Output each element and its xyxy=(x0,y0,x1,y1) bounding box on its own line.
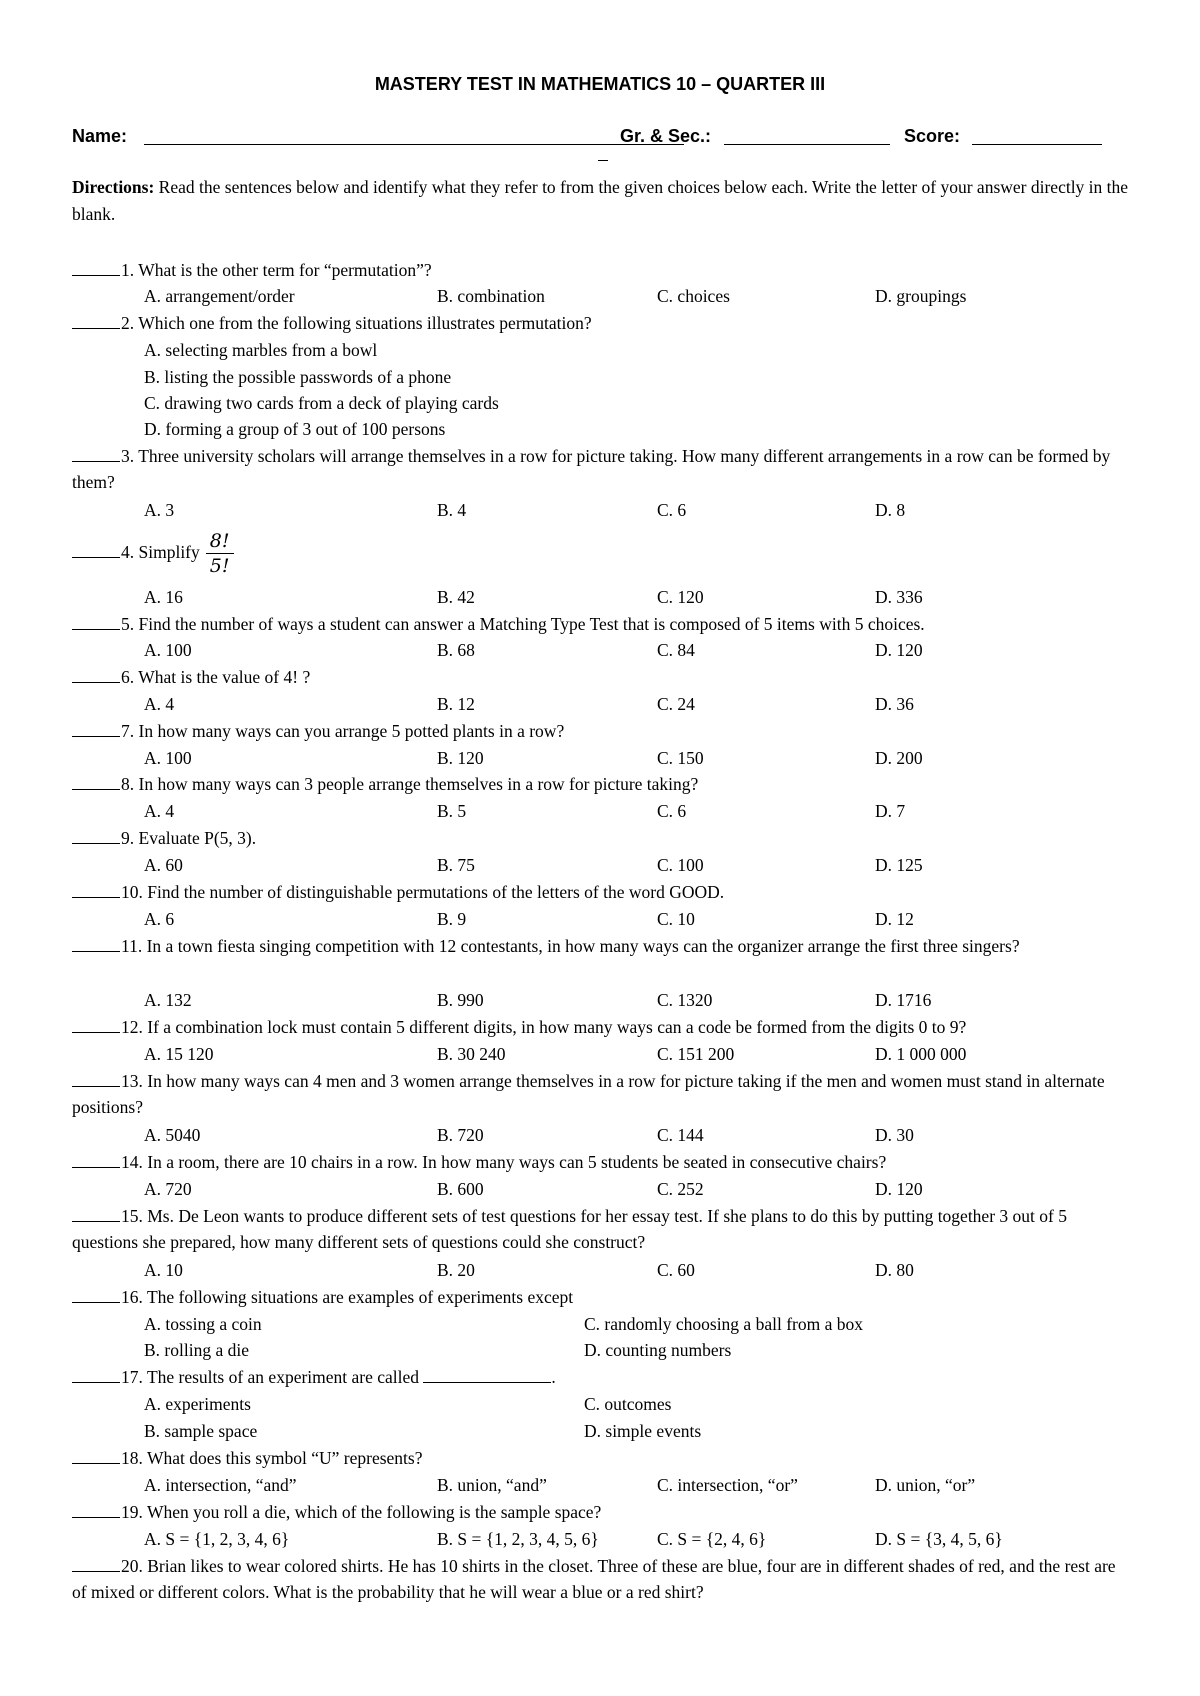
choice-b: B. listing the possible passwords of a phone xyxy=(144,367,452,387)
choice-c: C. 10 xyxy=(657,909,695,929)
answer-blank-20[interactable] xyxy=(72,1554,120,1572)
choice-a: A. 100 xyxy=(144,640,192,660)
question-15: 15. Ms. De Leon wants to produce different sets of test questions for her essay test. If she plans to do this by putting together 3 out of 5 questions she prepared, how many different sets of questions could she construct? xyxy=(72,1206,1067,1252)
choice-d: D. counting numbers xyxy=(584,1340,732,1360)
choice-a: A. intersection, “and” xyxy=(144,1475,297,1495)
choices-16-row-1 xyxy=(144,1311,1144,1337)
choice-d: D. 1716 xyxy=(875,990,932,1010)
choice-a: A. 4 xyxy=(144,801,175,821)
answer-blank-15[interactable] xyxy=(72,1204,120,1222)
choice-d: D. 80 xyxy=(875,1260,914,1280)
answer-blank-17[interactable] xyxy=(72,1365,120,1383)
choices-17-row-2 xyxy=(144,1418,1144,1444)
choice-a: A. selecting marbles from a bowl xyxy=(144,340,378,360)
answer-blank-6[interactable] xyxy=(72,665,120,683)
choice-b: B. 20 xyxy=(437,1260,475,1280)
choice-c: C. 60 xyxy=(657,1260,695,1280)
choice-d: D. 8 xyxy=(875,500,906,520)
answer-blank-10[interactable] xyxy=(72,880,120,898)
choice-a: A. tossing a coin xyxy=(144,1314,262,1334)
choice-c: C. outcomes xyxy=(584,1394,672,1414)
choice-b: B. sample space xyxy=(144,1421,258,1441)
choice-a: A. 4 xyxy=(144,694,175,714)
choice-d: D. 36 xyxy=(875,694,914,714)
choice-d: D. 200 xyxy=(875,748,923,768)
answer-blank-12[interactable] xyxy=(72,1015,120,1033)
choice-c: C. drawing two cards from a deck of playing cards xyxy=(144,393,499,413)
answer-blank-2[interactable] xyxy=(72,311,120,329)
choices-4 xyxy=(144,584,1144,610)
choice-a: A. 15 120 xyxy=(144,1044,214,1064)
answer-blank-14[interactable] xyxy=(72,1150,120,1168)
choice-d: D. 30 xyxy=(875,1125,914,1145)
choices-15 xyxy=(144,1257,1144,1283)
choice-c: C. 151 200 xyxy=(657,1044,735,1064)
choice-d: D. 125 xyxy=(875,855,923,875)
grade-section-label: Gr. & Sec.: xyxy=(620,126,712,146)
choice-a: A. 720 xyxy=(144,1179,192,1199)
answer-blank-11[interactable] xyxy=(72,934,120,952)
choice-b: B. 42 xyxy=(437,587,475,607)
choices-11 xyxy=(144,987,1144,1013)
answer-blank-4[interactable] xyxy=(72,540,120,558)
choice-a: A. 6 xyxy=(144,909,175,929)
choice-d: D. 7 xyxy=(875,801,906,821)
question-11: 11. In a town fiesta singing competition with 12 contestants, in how many ways can the organizer arrange the first three singers? xyxy=(72,933,1134,959)
answer-blank-7[interactable] xyxy=(72,719,120,737)
choice-a: A. 10 xyxy=(144,1260,183,1280)
choice-b: B. 5 xyxy=(437,801,467,821)
directions xyxy=(72,174,1132,228)
question-4: 4. Simplify $\frac{8!}{5!}$ xyxy=(72,526,1140,578)
directions-text: Read the sentences below and identify what they refer to from the given choices below each. Write the letter of your answer directly in the blank. xyxy=(72,177,1129,224)
name-field[interactable] xyxy=(144,144,684,145)
grade-section-field[interactable] xyxy=(724,144,890,145)
fraction: $\frac{8!}{5!}$ xyxy=(206,529,234,578)
choice-c: C. 24 xyxy=(657,694,695,714)
choice-b: B. 990 xyxy=(437,990,484,1010)
question-10: 10. Find the number of distinguishable permutations of the letters of the word GOOD. xyxy=(72,879,1140,905)
choice-b: B. combination xyxy=(437,286,545,306)
answer-blank-16[interactable] xyxy=(72,1285,120,1303)
choices-18 xyxy=(144,1472,1144,1498)
choice-d: D. simple events xyxy=(584,1421,702,1441)
question-13: 13. In how many ways can 4 men and 3 women arrange themselves in a row for picture taking if the men and women must stand in alternate positions? xyxy=(72,1071,1105,1117)
choice-b: B. 600 xyxy=(437,1179,484,1199)
choice-b: B. 75 xyxy=(437,855,475,875)
choices-14 xyxy=(144,1176,1144,1202)
answer-blank-18[interactable] xyxy=(72,1446,120,1464)
choice-d: D. union, “or” xyxy=(875,1475,976,1495)
choice-b: B. 9 xyxy=(437,909,467,929)
answer-blank-8[interactable] xyxy=(72,772,120,790)
question-7: 7. In how many ways can you arrange 5 potted plants in a row? xyxy=(72,718,1140,744)
choice-c: C. 150 xyxy=(657,748,704,768)
choice-b: B. 30 240 xyxy=(437,1044,506,1064)
answer-blank-13[interactable] xyxy=(72,1069,120,1087)
question-6: 6. What is the value of 4! ? xyxy=(72,664,1140,690)
choice-d: D. 336 xyxy=(875,587,923,607)
choice-b: B. rolling a die xyxy=(144,1340,249,1360)
choice-b: B. 4 xyxy=(437,500,467,520)
fill-in-blank[interactable] xyxy=(423,1365,551,1383)
choice-c: C. 144 xyxy=(657,1125,704,1145)
question-9: 9. Evaluate P(5, 3). xyxy=(72,825,1140,851)
choice-b: B. S = {1, 2, 3, 4, 5, 6} xyxy=(437,1529,599,1549)
directions-label: Directions: xyxy=(72,177,155,197)
choice-c: C. intersection, “or” xyxy=(657,1475,798,1495)
choice-a: A. 132 xyxy=(144,990,192,1010)
question-5: 5. Find the number of ways a student can answer a Matching Type Test that is composed of 5 items with 5 choices. xyxy=(72,611,1140,637)
choice-d: D. 120 xyxy=(875,640,923,660)
question-2: 2. Which one from the following situations illustrates permutation? xyxy=(72,310,1140,336)
answer-blank-5[interactable] xyxy=(72,612,120,630)
choice-a: A. 60 xyxy=(144,855,183,875)
choice-a: A. experiments xyxy=(144,1394,251,1414)
choices-9 xyxy=(144,852,1144,878)
choice-d: D. 12 xyxy=(875,909,914,929)
choice-c: C. 84 xyxy=(657,640,695,660)
page-title: MASTERY TEST IN MATHEMATICS 10 – QUARTER III xyxy=(374,74,826,94)
choices-3 xyxy=(144,497,1144,523)
choice-a: A. 16 xyxy=(144,587,183,607)
score-label: Score: xyxy=(904,126,961,146)
score-field[interactable] xyxy=(972,144,1102,145)
choice-c: C. 1320 xyxy=(657,990,713,1010)
choice-a: A. arrangement/order xyxy=(144,286,295,306)
question-14: 14. In a room, there are 10 chairs in a row. In how many ways can 5 students be seated in consecutive chairs? xyxy=(72,1149,1140,1175)
question-18: 18. What does this symbol “U” represents? xyxy=(72,1445,1140,1471)
choice-a: A. 3 xyxy=(144,500,175,520)
choice-c: C. 252 xyxy=(657,1179,704,1199)
name-label: Name: xyxy=(72,126,128,146)
question-1: 1. What is the other term for “permutation”? xyxy=(72,257,1140,283)
question-12: 12. If a combination lock must contain 5 different digits, in how many ways can a code be formed from the digits 0 to 9? xyxy=(72,1014,1140,1040)
choice-c: C. 100 xyxy=(657,855,704,875)
answer-blank-9[interactable] xyxy=(72,826,120,844)
student-info-row xyxy=(72,124,1132,154)
choices-6 xyxy=(144,691,1144,717)
choices-16-row-2 xyxy=(144,1337,1144,1363)
choice-a: A. 5040 xyxy=(144,1125,201,1145)
answer-blank-19[interactable] xyxy=(72,1500,120,1518)
choice-c: C. 6 xyxy=(657,801,687,821)
choice-d: D. 1 000 000 xyxy=(875,1044,967,1064)
choices-7 xyxy=(144,745,1144,771)
choices-1 xyxy=(144,283,1144,309)
choices-8 xyxy=(144,798,1144,824)
choices-12 xyxy=(144,1041,1144,1067)
choice-b: B. 720 xyxy=(437,1125,484,1145)
choice-b: B. 68 xyxy=(437,640,475,660)
choice-b: B. union, “and” xyxy=(437,1475,547,1495)
choices-5 xyxy=(144,637,1144,663)
answer-blank-1[interactable] xyxy=(72,258,120,276)
answer-blank-3[interactable] xyxy=(72,444,120,462)
question-8: 8. In how many ways can 3 people arrange themselves in a row for picture taking? xyxy=(72,771,1140,797)
stray-underline xyxy=(598,160,608,161)
question-19: 19. When you roll a die, which of the following is the sample space? xyxy=(72,1499,1140,1525)
choice-d: D. S = {3, 4, 5, 6} xyxy=(875,1529,1003,1549)
question-16: 16. The following situations are examples of experiments except xyxy=(72,1284,1140,1310)
choice-c: C. randomly choosing a ball from a box xyxy=(584,1314,863,1334)
choice-c: C. 120 xyxy=(657,587,704,607)
question-17: 17. The results of an experiment are called . xyxy=(72,1364,1140,1390)
choice-b: B. 12 xyxy=(437,694,475,714)
choices-19 xyxy=(144,1526,1144,1552)
choices-17-row-1 xyxy=(144,1391,1144,1417)
choices-13 xyxy=(144,1122,1144,1148)
choice-a: A. 100 xyxy=(144,748,192,768)
choice-c: C. 6 xyxy=(657,500,687,520)
question-20: 20. Brian likes to wear colored shirts. He has 10 shirts in the closet. Three of these are blue, four are in different shades of red, and the rest are of mixed or different colors. What is the probability that he will wear a blue or a red shirt? xyxy=(72,1556,1116,1602)
choice-d: D. groupings xyxy=(875,286,967,306)
choice-d: D. forming a group of 3 out of 100 persons xyxy=(144,419,446,439)
choice-b: B. 120 xyxy=(437,748,484,768)
choice-c: C. S = {2, 4, 6} xyxy=(657,1529,767,1549)
choices-10 xyxy=(144,906,1144,932)
question-3: 3. Three university scholars will arrange themselves in a row for picture taking. How many different arrangements in a row can be formed by them? xyxy=(72,446,1111,492)
choice-a: A. S = {1, 2, 3, 4, 6} xyxy=(144,1529,290,1549)
choice-d: D. 120 xyxy=(875,1179,923,1199)
choice-c: C. choices xyxy=(657,286,730,306)
